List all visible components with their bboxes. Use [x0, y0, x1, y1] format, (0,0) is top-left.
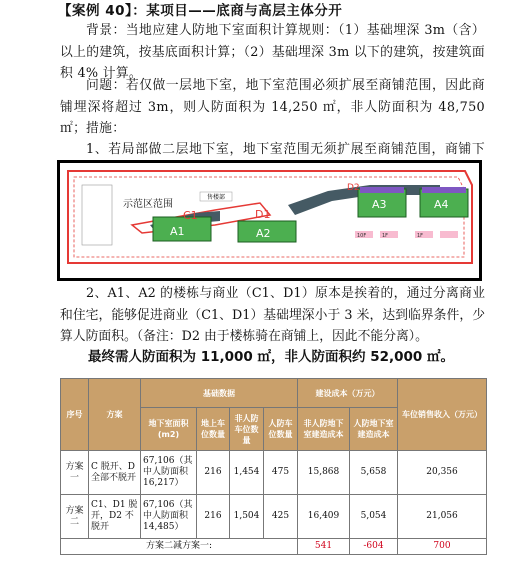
text-background: 背景：当地应建人防地下室面积计算规则：（1）基础埋深 3m（含）以上的建筑，按基底面积计算；（2）基础埋深 3m 以下的建筑，按建筑面积 4% 计算。	[60, 23, 485, 81]
demo-zone-label: 示范区范围	[123, 199, 173, 210]
text-measures: 措施：	[86, 121, 126, 136]
site-plan-drawing	[60, 163, 479, 278]
table-row	[61, 495, 487, 539]
cell-above: 216	[197, 495, 230, 539]
header-income: 车位销售收入（万元）	[398, 379, 487, 451]
cell-civ: 475	[264, 451, 298, 495]
cell-area: 67,106（其中人防面积 16,217）	[141, 451, 197, 495]
paragraph-measures	[60, 118, 485, 140]
header-civ: 人防车位数量	[264, 408, 298, 451]
paragraph-measure-2: 2、A1、A2 的楼栋与商业（C1、D1）原本是挨着的，通过分离商业和住宅，能够促进商业（C1、D1）基础埋深小于 3 米，达到临界条件，少算人防面积。（备注：D2 由于楼栋骑在商铺上，因此不能分离）。	[60, 286, 485, 344]
cell-nonciv: 1,504	[230, 495, 264, 539]
site-plan-figure	[57, 160, 482, 281]
cell-nonciv-cost: 16,409	[298, 495, 350, 539]
label-d1: D1	[255, 208, 271, 221]
paragraph-measure-1	[60, 139, 485, 160]
floor-label-3: 1F	[417, 233, 424, 239]
header-plan: 方案	[89, 379, 141, 451]
header-row-1	[61, 379, 487, 408]
header-above: 地上车位数量	[197, 408, 230, 451]
label-c1: C1	[183, 209, 198, 222]
floor-label-1: 10F	[357, 233, 367, 239]
cell-index: 方案一	[61, 451, 89, 495]
summary-row	[61, 539, 487, 555]
cell-plan: C 脱开、D 全部不脱开	[89, 451, 141, 495]
summary-civ-cost: -604	[350, 539, 398, 555]
cell-income: 20,356	[398, 451, 487, 495]
label-d2: D2	[347, 183, 360, 193]
text-measure-1: 1、若局部做二层地下室，地下室范围无须扩展至商铺范围，商铺下	[86, 142, 485, 157]
comparison-table	[60, 378, 487, 555]
case-heading: 【案例 40】：某项目——底商与高层主体分开	[58, 3, 343, 19]
summary-nonciv-cost: 541	[298, 539, 350, 555]
cell-index: 方案二	[61, 495, 89, 539]
cell-civ-cost: 5,658	[350, 451, 398, 495]
label-a2: A2	[256, 227, 271, 240]
summary-label: 方案二减方案一:	[61, 539, 298, 555]
floor-label-2: 1F	[382, 233, 389, 239]
cell-above: 216	[197, 451, 230, 495]
summary-income: 700	[398, 539, 487, 555]
cell-income: 21,056	[398, 495, 487, 539]
cell-nonciv: 1,454	[230, 451, 264, 495]
green-area	[82, 185, 112, 245]
header-nonciv: 非人防车位数量	[230, 408, 264, 451]
label-a3: A3	[372, 198, 387, 211]
podium-4	[440, 231, 458, 238]
label-a4: A4	[434, 198, 449, 211]
header-index: 序号	[61, 379, 89, 451]
header-basic: 基础数据	[141, 379, 298, 408]
label-a1: A1	[170, 225, 185, 238]
header-cost: 建设成本（万元）	[298, 379, 398, 408]
final-result-line: 最终需人防面积为 11,000 ㎡，非人防面积约 52,000 ㎡。	[88, 349, 454, 365]
header-nonciv-cost: 非人防地下室建造成本	[298, 408, 350, 451]
table-row	[61, 451, 487, 495]
cell-civ: 425	[264, 495, 298, 539]
cell-plan: C1、D1 脱开，D2 不脱开	[89, 495, 141, 539]
text-problem: 问题：若仅做一层地下室，地下室范围必须扩展至商铺范围，因此商铺埋深将超过 3m，则人防面积为 14,250 ㎡，非人防面积为 48,750 ㎡；	[60, 78, 485, 136]
header-area: 地下室面积(m2)	[141, 408, 197, 451]
podium-a4	[422, 187, 466, 193]
cell-area: 67,106（其中人防面积 14,485）	[141, 495, 197, 539]
cell-nonciv-cost: 15,868	[298, 451, 350, 495]
header-civ-cost: 人防地下室建造成本	[350, 408, 398, 451]
cell-civ-cost: 5,054	[350, 495, 398, 539]
sales-office-label: 售楼部	[206, 194, 226, 201]
podium-a3	[360, 187, 404, 193]
